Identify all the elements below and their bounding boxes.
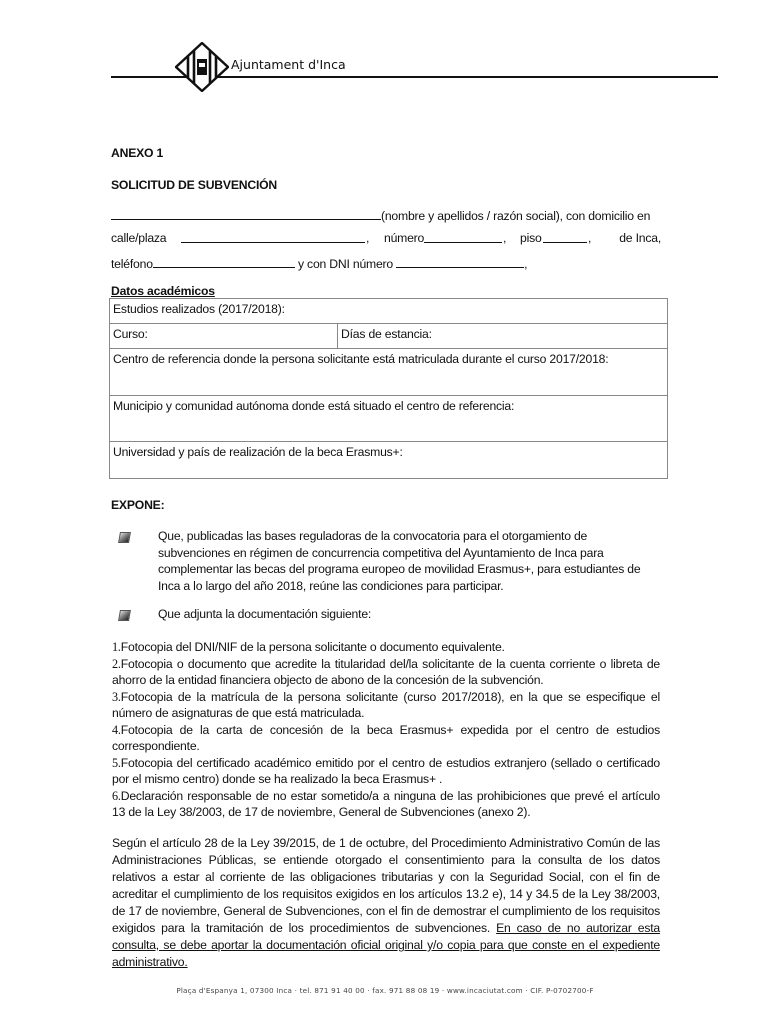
- phone-label: teléfono: [111, 257, 153, 271]
- phone-blank[interactable]: [153, 255, 295, 268]
- bullet-icon: [118, 610, 131, 621]
- document-item: 3.Fotocopia de la matrícula de la persona solicitante (curso 2017/2018), en la que se especifique el número de asignaturas de que está matriculada.: [112, 689, 660, 720]
- floor-label: piso: [520, 231, 542, 245]
- document-item: 2.Fotocopia o documento que acredite la titularidad del/la solicitante de la cuenta corriente o libreta de ahorro de la entidad financiera objecto de abono de la concesión de la subvención.: [112, 656, 660, 687]
- academic-heading: Datos académicos: [111, 284, 215, 298]
- dni-blank[interactable]: [396, 255, 524, 268]
- documents-list: [112, 639, 660, 821]
- street-blank[interactable]: [181, 230, 365, 243]
- dni-label: y con DNI número: [297, 257, 393, 271]
- document-item: 1.Fotocopia del DNI/NIF de la persona solicitante o documento equivalente.: [112, 640, 505, 654]
- street-label: calle/plaza: [111, 231, 167, 245]
- bullet-icon: [118, 532, 131, 543]
- org-name: Ajuntament d'Inca: [231, 57, 346, 72]
- document-item: 4.Fotocopia de la carta de concesión de la beca Erasmus+ expedida por el centro de estudios correspondiente.: [112, 722, 660, 753]
- document-item: 5.Fotocopia del certificado académico emitido por el centro de estudios extranjero (sellado o certificado por el mismo centro) donde se ha realizado la beca Erasmus+ .: [112, 755, 660, 786]
- municipality-field[interactable]: Municipio y comunidad autónoma donde está situado el centro de referencia:: [110, 396, 668, 442]
- academic-table: [109, 298, 668, 479]
- studies-field[interactable]: Estudios realizados (2017/2018):: [110, 299, 668, 324]
- annex-title: ANEXO 1: [111, 146, 164, 160]
- document-item: 6.Declaración responsable de no estar sometido/a a ninguna de las prohibiciones que prevé el artículo 13 de la Ley 38/2003, de 17 de noviembre, General de Subvenciones (anexo 2).: [112, 788, 660, 819]
- name-suffix: (nombre y apellidos / razón social), con domicilio en: [381, 209, 651, 223]
- days-field[interactable]: Días de estancia:: [338, 324, 668, 349]
- floor-blank[interactable]: [543, 230, 587, 243]
- expone-bullet-2: Que adjunta la documentación siguiente:: [158, 607, 372, 621]
- applicant-line-1: [111, 207, 661, 225]
- form-title: SOLICITUD DE SUBVENCIÓN: [111, 178, 278, 192]
- comma: ,: [366, 231, 370, 245]
- course-field[interactable]: Curso:: [110, 324, 338, 349]
- coat-of-arms-icon: [175, 42, 229, 92]
- number-blank[interactable]: [424, 230, 502, 243]
- expone-heading: EXPONE:: [111, 498, 165, 512]
- consent-text: Según el artículo 28 de la Ley 39/2015, de 1 de octubre, del Procedimiento Administrativo Común de las Administraciones Públicas, se entiende otorgado el consentimiento para la consulta de los datos relativos a estar al corriente de las obligaciones tributarias y con la Seguridad Social, con el fin de acreditar el cumplimiento de los requisitos exigidos en los artículos 13.2 e), 14 y 34.5 de la Ley 38/2003, de 17 de noviembre, General de Subvenciones, con el fin de demostrar el cumplimiento de los requisitos exigidos para la tramitación de los procedimientos de subvenciones.: [112, 836, 660, 935]
- applicant-line-3: teléfono y con DNI número ,: [111, 257, 528, 271]
- number-label: número: [384, 231, 425, 245]
- name-blank[interactable]: [111, 207, 381, 220]
- applicant-line-2: calle/plaza , número , piso , de Inca,: [111, 231, 661, 245]
- footer-address: Plaça d'Espanya 1, 07300 Inca · tel. 871 91 40 00 · fax. 971 88 08 19 · www.incaciutat.com · CIF. P-0702700-F: [176, 986, 594, 995]
- consent-paragraph: [112, 835, 660, 971]
- expone-bullet-1: Que, publicadas las bases reguladoras de la convocatoria para el otorgamiento de subvenciones en régimen de concurrencia competitiva del Ayuntamiento de Inca para complementar las becas del programa europeo de movilidad Erasmus+, para estudiantes de Inca a lo largo del año 2018, reúne las condiciones para participar.: [158, 529, 641, 593]
- city-text: de Inca,: [619, 231, 661, 245]
- university-field[interactable]: Universidad y país de realización de la beca Erasmus+:: [110, 442, 668, 479]
- consent-underlined: En caso de no autorizar esta consulta, se debe aportar la documentación oficial original y/o copia para que conste en el expediente administrativo.: [112, 921, 661, 969]
- center-field[interactable]: Centro de referencia donde la persona solicitante está matriculada durante el curso 2017/2018:: [110, 349, 668, 396]
